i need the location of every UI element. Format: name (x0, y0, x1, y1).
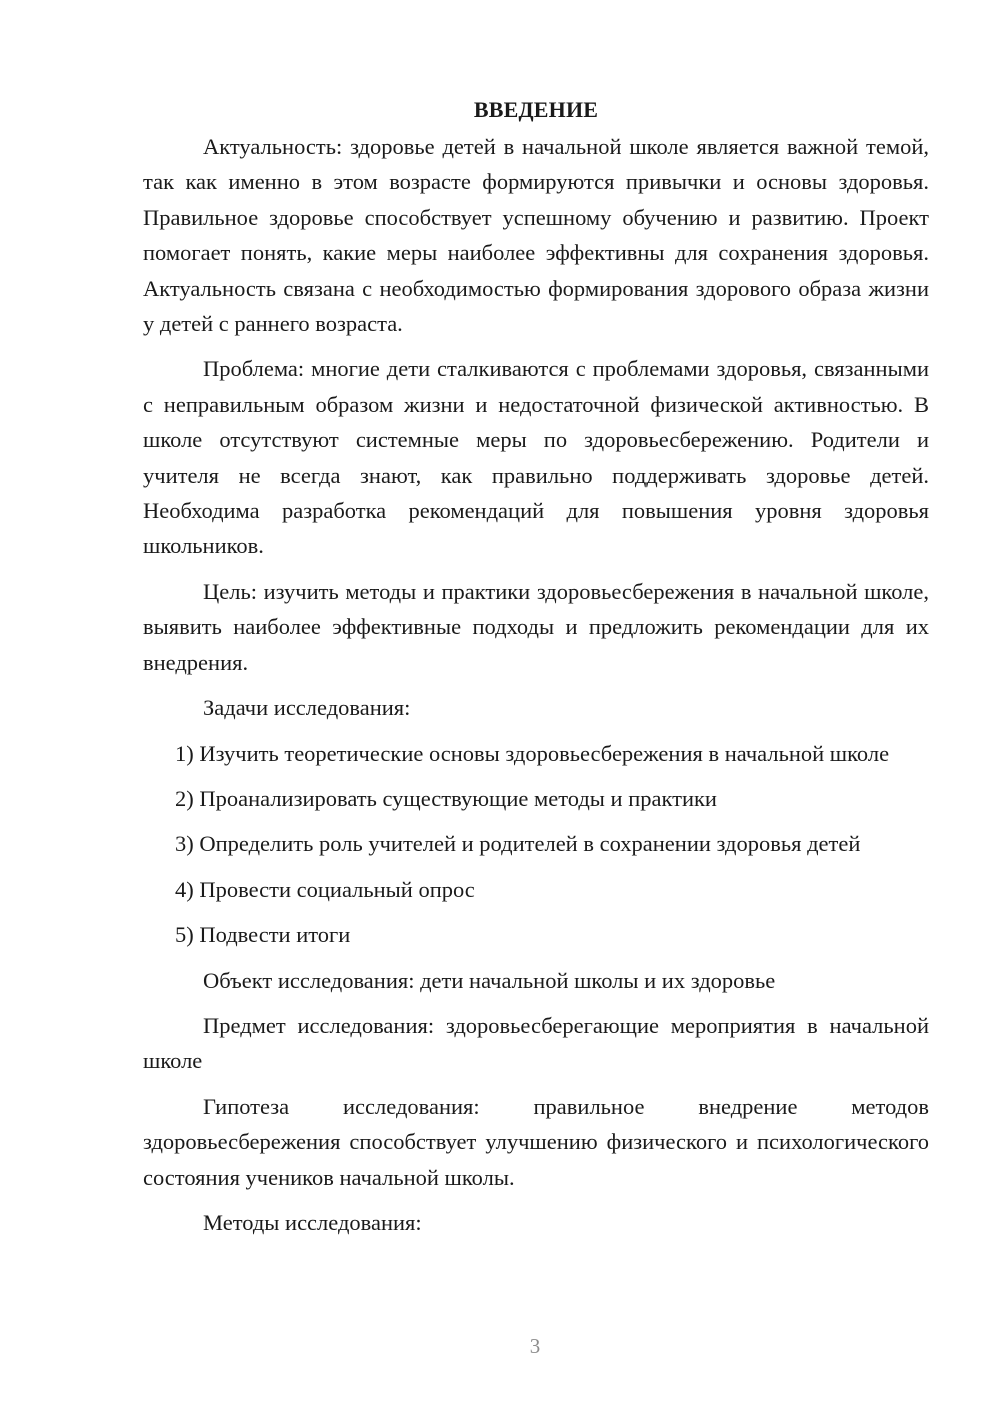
hypothesis-paragraph: Гипотеза исследования: правильное внедрение методов здоровьесбережения способствует улучшению физического и психологического состояния учеников начальной школы. (143, 1093, 929, 1190)
task-item-5: 5) Подвести итоги (175, 922, 351, 948)
problem-paragraph: Проблема: многие дети сталкиваются с проблемами здоровья, связанными с неправильным образом жизни и недостаточной физической активностью. В школе отсутствуют системные меры по здоровьесбережению. Родители и учителя не всегда знают, как правильно поддерживать здоровье детей. Необходима разработка рекомендаций для повышения уровня здоровья школьников. (143, 356, 929, 559)
object-paragraph: Объект исследования: дети начальной школы и их здоровье (203, 967, 776, 993)
methods-heading: Методы исследования: (203, 1209, 422, 1235)
task-item-3: 3) Определить роль учителей и родителей в сохранении здоровья детей (175, 831, 861, 857)
task-item-1: 1) Изучить теоретические основы здоровьесбережения в начальной школе (175, 740, 890, 766)
page-number: 3 (529, 1334, 541, 1358)
subject-paragraph: Предмет исследования: здоровьесберегающие мероприятия в начальной школе (143, 1012, 929, 1074)
document-page (143, 92, 929, 1250)
goal-paragraph: Цель: изучить методы и практики здоровьесбережения в начальной школе, выявить наиболее эффективные подходы и предложить рекомендации для их внедрения. (143, 578, 929, 675)
relevance-paragraph: Актуальность: здоровье детей в начальной школе является важной темой, так как именно в этом возрасте формируются привычки и основы здоровья. Правильное здоровье способствует успешному обучению и развитию. Проект помогает понять, какие меры наиболее эффективны для сохранения здоровья. Актуальность связана с необходимостью формирования здорового образа жизни у детей с раннего возраста. (143, 134, 929, 337)
task-item-2: 2) Проанализировать существующие методы и практики (175, 785, 717, 811)
tasks-heading: Задачи исследования: (203, 695, 411, 721)
page-title: ВВЕДЕНИЕ (473, 97, 599, 122)
task-item-4: 4) Провести социальный опрос (175, 876, 475, 902)
